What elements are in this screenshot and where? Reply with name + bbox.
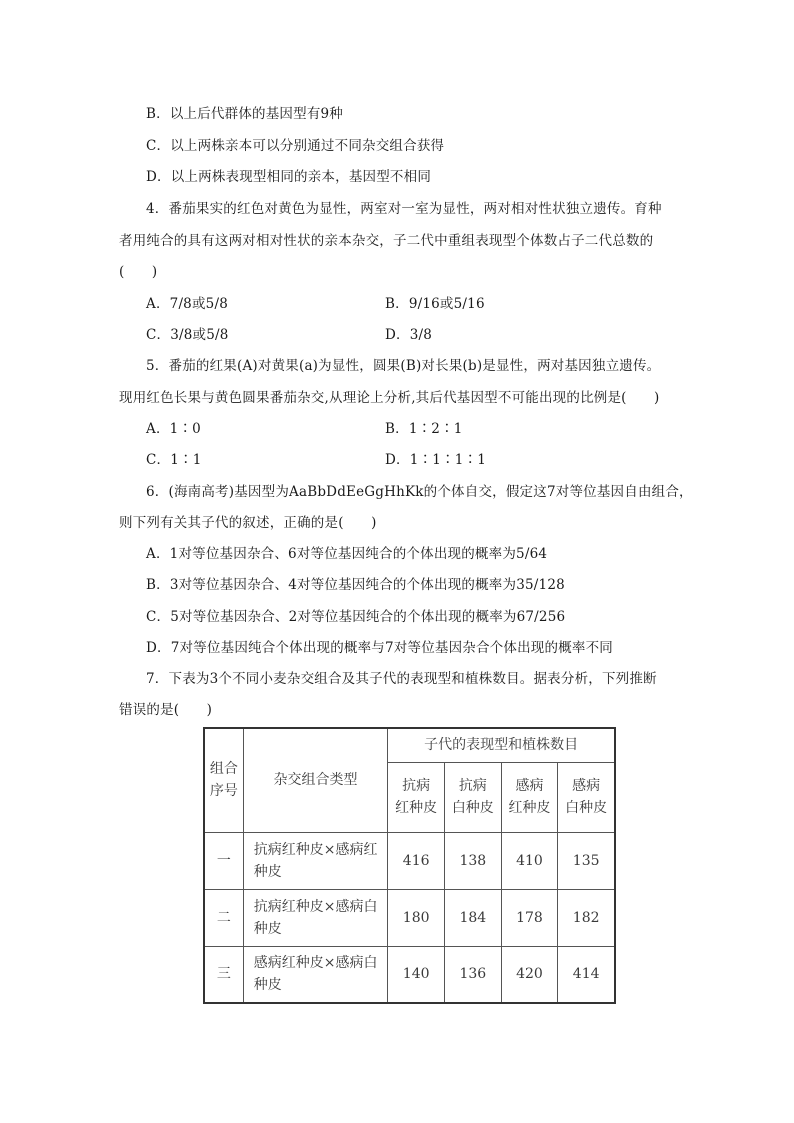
col-header-4: 感病 白种皮 xyxy=(558,762,615,832)
row-value: 138 xyxy=(444,832,501,889)
line-d-prev: D．以上两株表现型相同的亲本，基因型不相同 xyxy=(146,169,432,185)
q7-line-2: 错误的是( ) xyxy=(119,702,213,718)
row-value: 414 xyxy=(558,946,615,1003)
q5-line-1: 5．番茄的红果(A)对黄果(a)为显性，圆果(B)对长果(b)是显性，两对基因独立遗传。 xyxy=(146,358,661,374)
q5-option-c: C．1∶1 xyxy=(146,452,202,468)
row-value: 135 xyxy=(558,832,615,889)
row-cross: 感病红种皮×感病白种皮 xyxy=(243,946,388,1003)
q4-option-a: A．7/8或5/8 xyxy=(146,296,229,312)
row-cross: 抗病红种皮×感病红种皮 xyxy=(243,832,388,889)
q5-option-d: D．1∶1∶1∶1 xyxy=(385,452,486,468)
table-row xyxy=(204,889,615,946)
q5-option-b: B．1∶2∶1 xyxy=(385,421,463,437)
q4-line-1: 4．番茄果实的红色对黄色为显性，两室对一室为显性，两对相对性状独立遗传。育种 xyxy=(146,201,662,217)
q6-option-a: A．1对等位基因杂合、6对等位基因纯合的个体出现的概率为5/64 xyxy=(146,546,548,562)
q4-option-d: D．3/8 xyxy=(385,327,433,343)
q7-line-1: 7．下表为3个不同小麦杂交组合及其子代的表现型和植株数目。据表分析，下列推断 xyxy=(146,671,657,687)
q4-option-b: B．9/16或5/16 xyxy=(385,296,485,312)
row-value: 184 xyxy=(444,889,501,946)
q6-option-c: C．5对等位基因杂合、2对等位基因纯合的个体出现的概率为67/256 xyxy=(146,609,566,625)
row-id: 一 xyxy=(204,832,243,889)
row-value: 178 xyxy=(501,889,558,946)
col-header-3: 感病 红种皮 xyxy=(501,762,558,832)
row-value: 410 xyxy=(501,832,558,889)
row-id: 三 xyxy=(204,946,243,1003)
line-b-prev: B．以上后代群体的基因型有9种 xyxy=(146,106,344,122)
row-value: 136 xyxy=(444,946,501,1003)
line-c-prev: C．以上两株亲本可以分别通过不同杂交组合获得 xyxy=(146,138,445,154)
q5-line-2: 现用红色长果与黄色圆果番茄杂交,从理论上分析,其后代基因型不可能出现的比例是( ) xyxy=(119,390,660,406)
table-row xyxy=(204,946,615,1003)
q4-line-2: 者用纯合的具有这两对相对性状的亲本杂交，子二代中重组表现型个体数占子二代总数的 xyxy=(119,233,654,249)
row-value: 180 xyxy=(388,889,445,946)
q4-line-3: ( ) xyxy=(119,264,158,280)
row-value: 420 xyxy=(501,946,558,1003)
row-value: 182 xyxy=(558,889,615,946)
header-group-number: 组合 序号 xyxy=(204,728,243,832)
col-header-2: 抗病 白种皮 xyxy=(444,762,501,832)
q4-option-c: C．3/8或5/8 xyxy=(146,327,229,343)
row-value: 416 xyxy=(388,832,445,889)
q6-line-2: 则下列有关其子代的叙述，正确的是( ) xyxy=(119,515,377,531)
header-cross-type: 杂交组合类型 xyxy=(243,728,388,832)
q6-line-1: 6．(海南高考)基因型为AaBbDdEeGgHhKk的个体自交，假定这7对等位基因自由组合， xyxy=(146,484,693,500)
row-id: 二 xyxy=(204,889,243,946)
row-value: 140 xyxy=(388,946,445,1003)
row-cross: 抗病红种皮×感病白种皮 xyxy=(243,889,388,946)
table-row xyxy=(204,832,615,889)
header-offspring: 子代的表现型和植株数目 xyxy=(388,728,615,762)
q6-option-d: D．7对等位基因纯合个体出现的概率与7对等位基因杂合个体出现的概率不同 xyxy=(146,640,614,656)
cross-results-table xyxy=(203,727,616,1004)
col-header-1: 抗病 红种皮 xyxy=(388,762,445,832)
q6-option-b: B．3对等位基因杂合、4对等位基因纯合的个体出现的概率为35/128 xyxy=(146,577,565,593)
q5-option-a: A．1∶0 xyxy=(146,421,201,437)
